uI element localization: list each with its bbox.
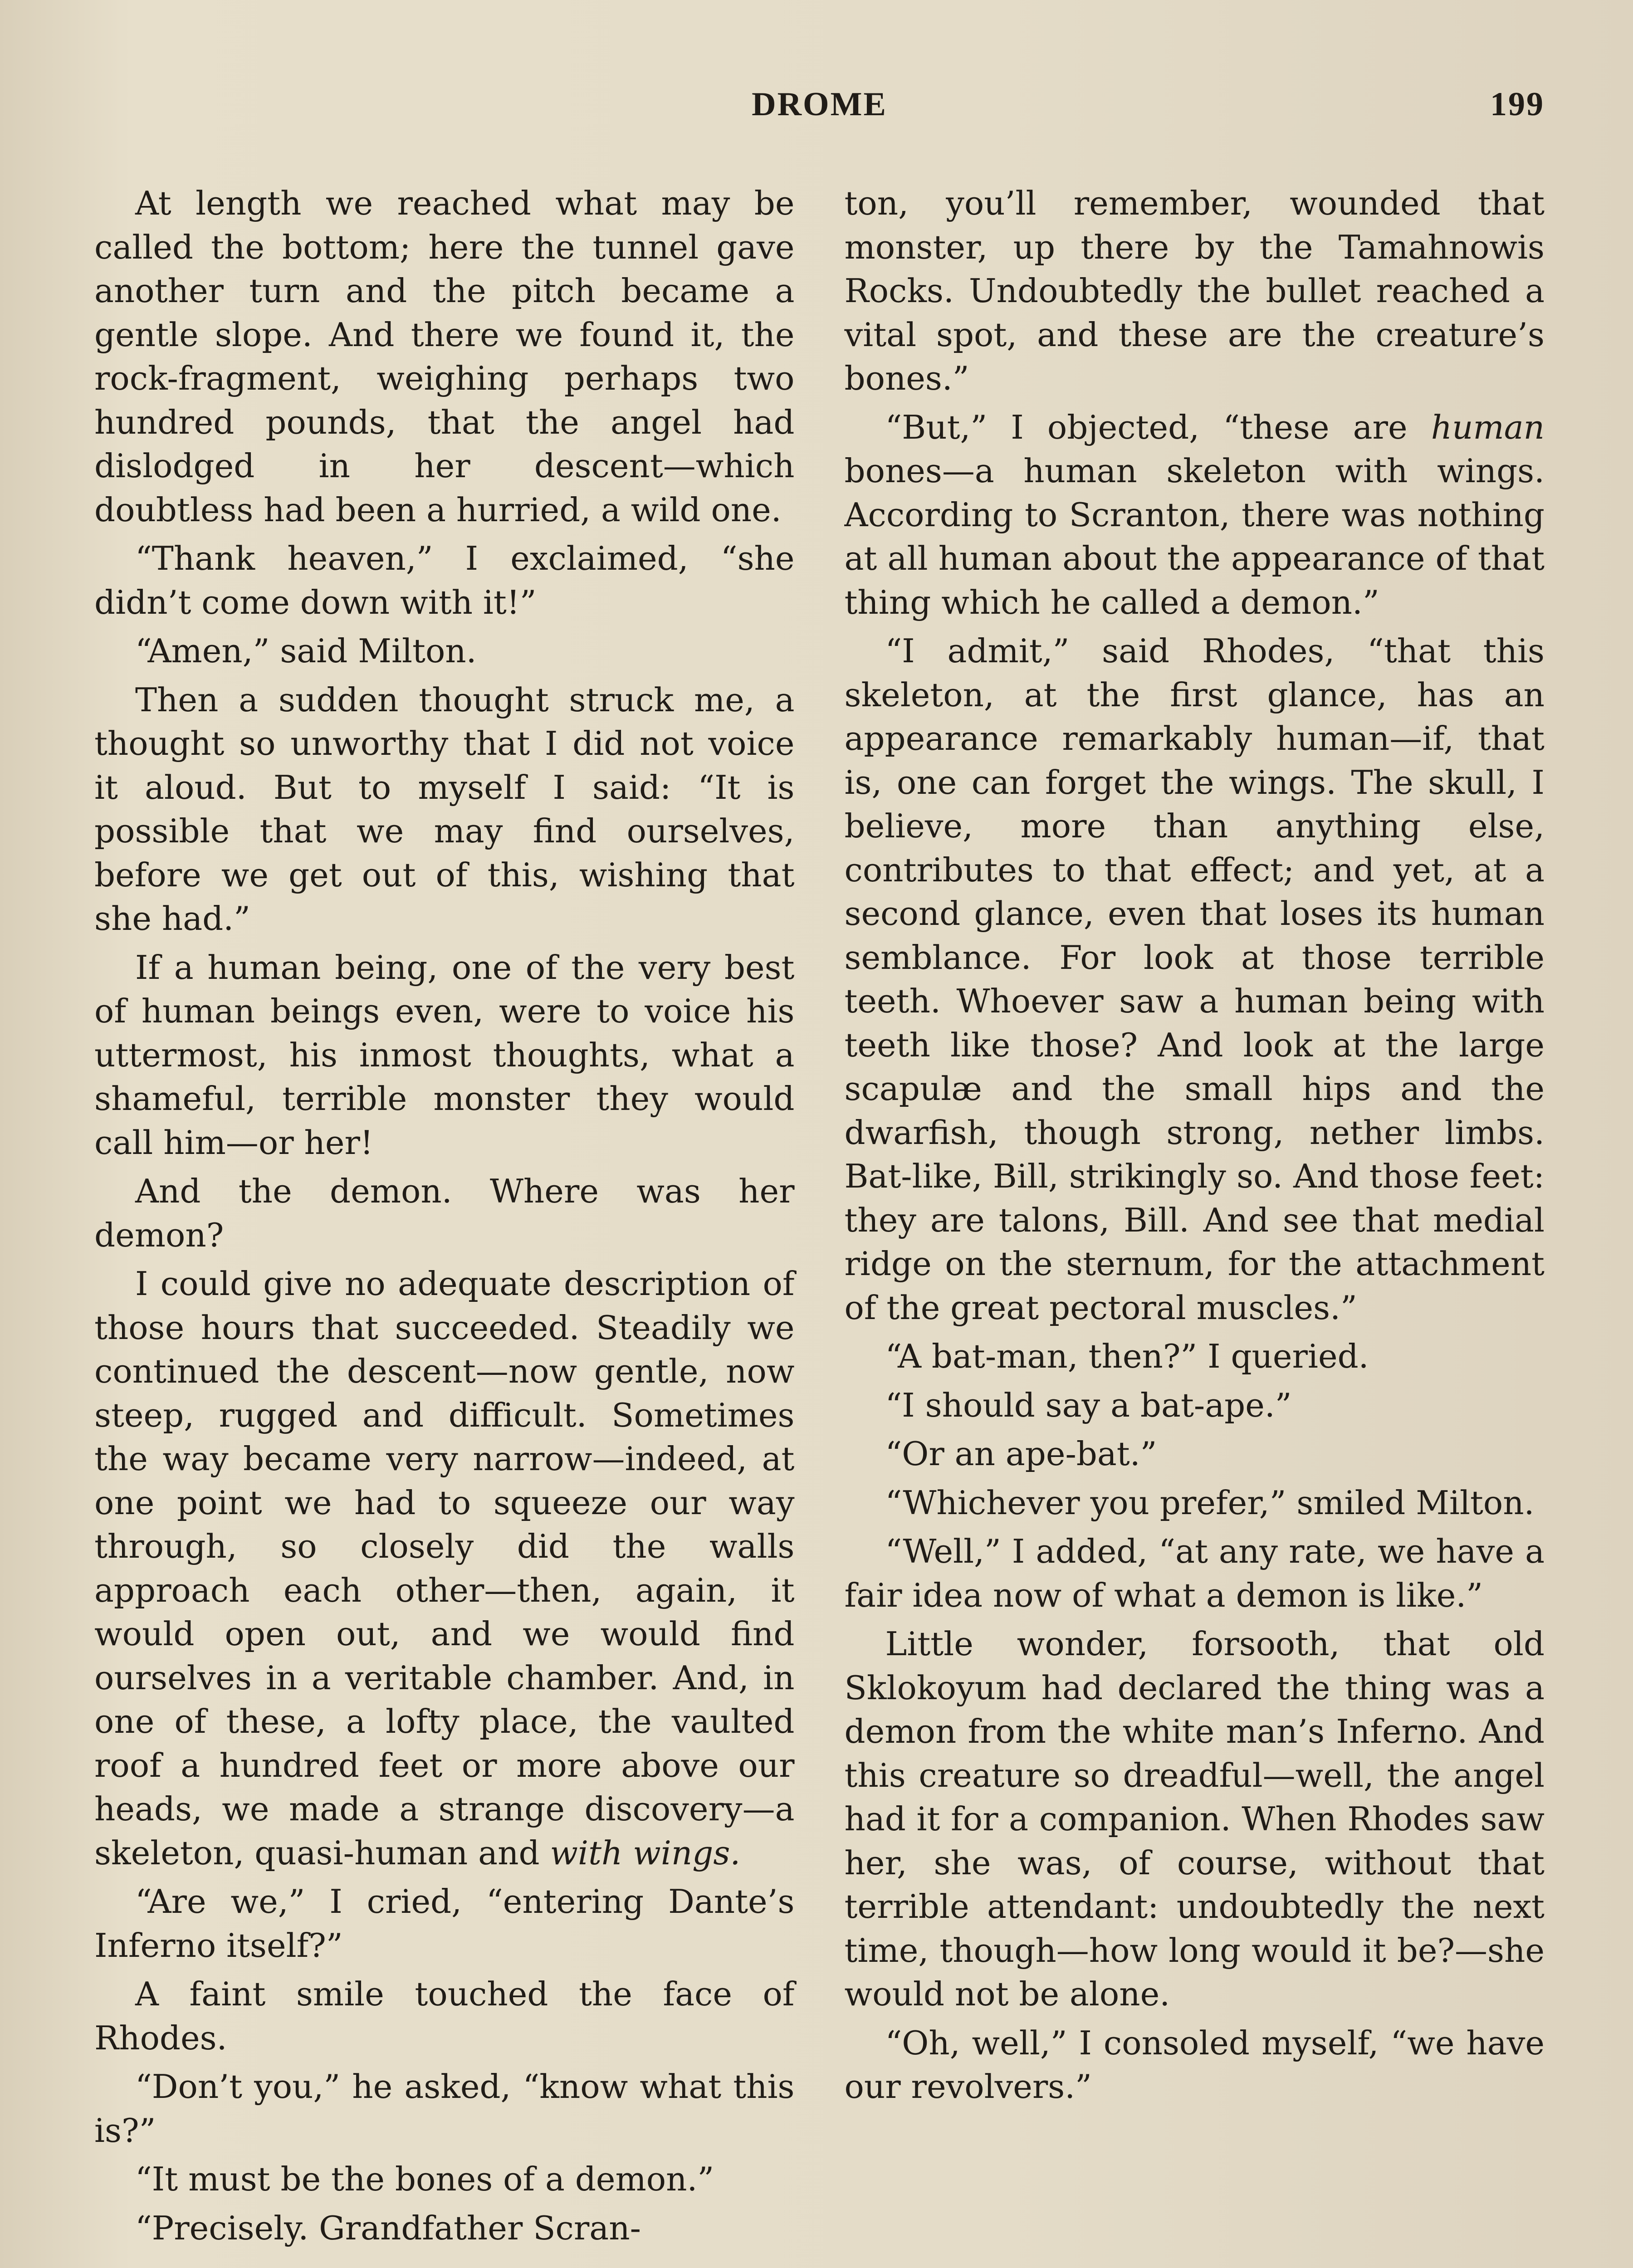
running-head <box>94 79 1545 129</box>
paragraph: “I admit,” said Rhodes, “that this skeleton, at the first glance, has an appearance remarkably human—if, that is, one can forget the wings. The skull, I believe, more than anything else, contributes to that effect; and yet, at a second glance, even that loses its human semblance. For look at those terrible teeth. Whoever saw a human being with teeth like those? And look at the large scapulæ and the small hips and the dwarfish, though strong, nether limbs. Bat-like, Bill, strikingly so. And those feet: they are talons, Bill. And see that medial ridge on the sternum, for the attachment of the great pectoral muscles.” <box>844 632 1545 1327</box>
paragraph: “Don’t you,” he asked, “know what this is?” <box>94 2068 795 2150</box>
paragraph: And the demon. Where was her demon? <box>94 1172 795 1254</box>
paragraph: “It must be the bones of a demon.” <box>135 2160 714 2198</box>
paragraph: “Well,” I added, “at any rate, we have a fair idea now of what a demon is like.” <box>844 1532 1545 1614</box>
paragraph-text: “But,” I objected, “these are <box>885 408 1408 446</box>
paragraph: “Precisely. Grandfather Scran- <box>135 2209 641 2247</box>
italic-with-wings: with wings. <box>550 1833 741 1872</box>
paragraph: “I should say a bat-ape.” <box>885 1386 1292 1424</box>
paragraph: “Thank heaven,” I exclaimed, “she didn’t come down with it!” <box>94 539 795 621</box>
paragraph-continued: ton, you’ll remember, wounded that monster, up there by the Tamahnowis Rocks. Undoubtedly the bullet reached a vital spot, and these are the creature’s bones.” <box>844 184 1545 397</box>
text-columns <box>94 181 1545 2255</box>
paragraph: At length we reached what may be called the bottom; here the tunnel gave another turn and the pitch became a gentle slope. And there we found it, the rock-fragment, weighing perhaps two hundred pounds, that the angel had dislodged in her descent—which doubtless had been a hurried, a wild one. <box>94 184 795 529</box>
paragraph: “Or an ape-bat.” <box>885 1435 1157 1473</box>
paragraph-text: bones—a human skeleton with wings. According to Scranton, there was nothing at all human about the appearance of that thing which he called a demon.” <box>844 452 1545 621</box>
paragraph: “Amen,” said Milton. <box>135 632 477 670</box>
paragraph: “Are we,” I cried, “entering Dante’s Inferno itself?” <box>94 1882 795 1965</box>
paragraph: “Oh, well,” I consoled myself, “we have our revolvers.” <box>844 2024 1545 2106</box>
paragraph: Then a sudden thought struck me, a thought so unworthy that I did not voice it aloud. But to myself I said: “It is possible that we may find ourselves, before we get out of this, wishing that she had.” <box>94 680 795 938</box>
paragraph <box>94 1262 795 1875</box>
paragraph: Little wonder, forsooth, that old Sklokoyum had declared the thing was a demon from the white man’s Inferno. And this creature so dreadful—well, the angel had it for a companion. When Rhodes saw her, she was, of course, without that terrible attendant: undoubtedly the next time, though—how long would it be?—she would not be alone. <box>844 1625 1545 2013</box>
page-number: 199 <box>1490 86 1545 123</box>
running-title: DROME <box>752 86 887 123</box>
paragraph: “A bat-man, then?” I queried. <box>885 1337 1369 1375</box>
paragraph: “Whichever you prefer,” smiled Milton. <box>885 1483 1535 1522</box>
right-column <box>845 181 1545 2255</box>
paragraph: If a human being, one of the very best of human beings even, were to voice his uttermost, his inmost thoughts, what a shameful, terrible monster they would call him—or her! <box>94 948 795 1162</box>
paragraph <box>845 406 1545 625</box>
paragraph-text: I could give no adequate description of those hours that succeeded. Steadily we continued the descent—now gentle, now steep, rugged and difficult. Sometimes the way became very narrow—indeed, at one point we had to squeeze our way through, so closely did the walls approach each other—then, again, it would open out, and we would find ourselves in a veritable chamber. And, in one of these, a lofty place, the vaulted roof a hundred feet or more above our heads, we made a strange discovery—a skeleton, quasi-human and <box>94 1265 795 1872</box>
left-column <box>94 181 795 2255</box>
paragraph: A faint smile touched the face of Rhodes. <box>94 1975 795 2057</box>
italic-human: human <box>1431 408 1545 446</box>
